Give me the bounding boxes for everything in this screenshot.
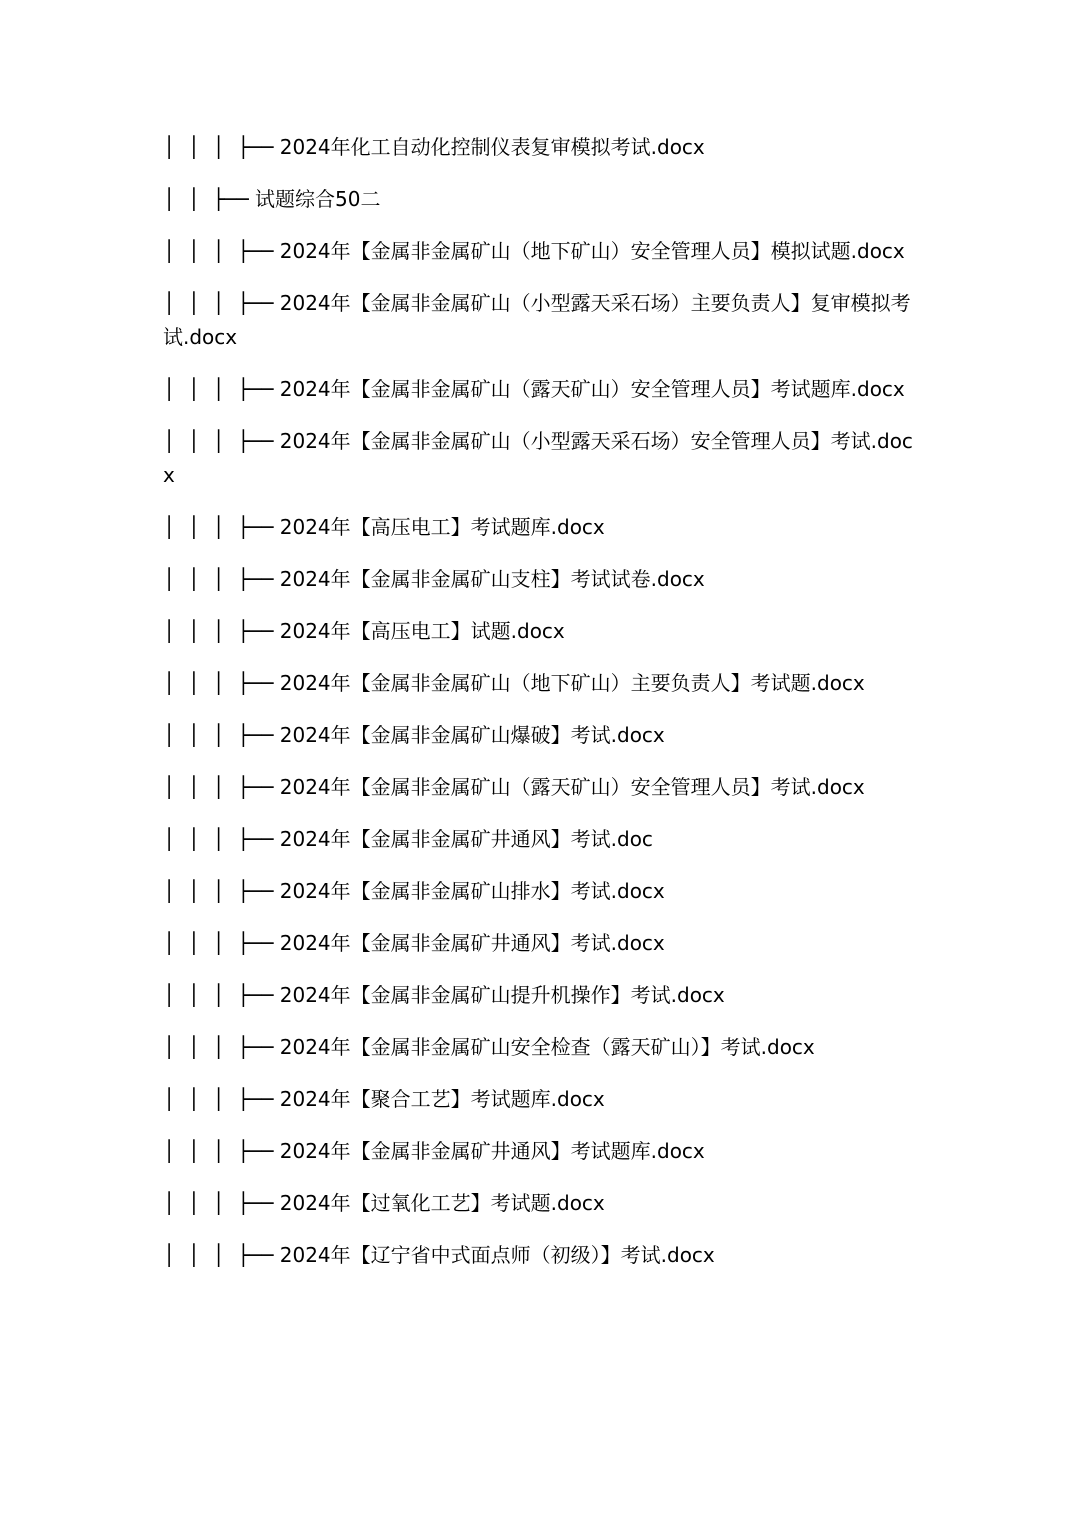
file-name: 2024年【金属非金属矿山（露天矿山）安全管理人员】考试.docx (279, 775, 865, 799)
tree-branch-prefix: │ │ │ ├── (163, 429, 280, 453)
file-name: 2024年【金属非金属矿井通风】考试.docx (279, 931, 665, 955)
tree-line-file (163, 130, 923, 164)
tree-line-file (163, 1030, 923, 1064)
tree-branch-prefix: │ │ │ ├── (163, 723, 280, 747)
tree-branch-prefix: │ │ ├── (163, 187, 255, 211)
file-name: 2024年【金属非金属矿山（小型露天采石场）主要负责人】复审模拟考试.docx (163, 291, 911, 349)
folder-name: 试题综合50二 (255, 187, 381, 211)
file-name: 2024年【金属非金属矿山爆破】考试.docx (279, 723, 665, 747)
tree-line-file (163, 1238, 923, 1272)
file-name: 2024年【金属非金属矿山（地下矿山）安全管理人员】模拟试题.docx (279, 239, 905, 263)
file-name: 2024年【金属非金属矿山（露天矿山）安全管理人员】考试题库.docx (279, 377, 905, 401)
file-name: 2024年【金属非金属矿井通风】考试.doc (279, 827, 653, 851)
file-name: 2024年【高压电工】考试题库.docx (279, 515, 605, 539)
file-name: 2024年化工自动化控制仪表复审模拟考试.docx (279, 135, 705, 159)
tree-line-file (163, 718, 923, 752)
file-name: 2024年【金属非金属矿井通风】考试题库.docx (279, 1139, 705, 1163)
file-name: 2024年【过氧化工艺】考试题.docx (279, 1191, 605, 1215)
file-name: 2024年【金属非金属矿山（地下矿山）主要负责人】考试题.docx (279, 671, 865, 695)
file-name: 2024年【金属非金属矿山安全检查（露天矿山）】考试.docx (279, 1035, 815, 1059)
tree-branch-prefix: │ │ │ ├── (163, 291, 280, 315)
tree-branch-prefix: │ │ │ ├── (163, 931, 280, 955)
file-name: 2024年【辽宁省中式面点师（初级）】考试.docx (279, 1243, 715, 1267)
tree-line-file (163, 1082, 923, 1116)
tree-branch-prefix: │ │ │ ├── (163, 671, 280, 695)
tree-line-file (163, 614, 923, 648)
tree-line-file (163, 562, 923, 596)
tree-line-file (163, 1186, 923, 1220)
tree-branch-prefix: │ │ │ ├── (163, 1087, 280, 1111)
tree-branch-prefix: │ │ │ ├── (163, 879, 280, 903)
tree-branch-prefix: │ │ │ ├── (163, 619, 280, 643)
tree-branch-prefix: │ │ │ ├── (163, 1035, 280, 1059)
file-name: 2024年【高压电工】试题.docx (279, 619, 565, 643)
file-name: 2024年【聚合工艺】考试题库.docx (279, 1087, 605, 1111)
tree-line-folder (163, 182, 923, 216)
tree-branch-prefix: │ │ │ ├── (163, 377, 280, 401)
file-name: 2024年【金属非金属矿山排水】考试.docx (279, 879, 665, 903)
tree-line-file (163, 372, 923, 406)
tree-line-file (163, 874, 923, 908)
tree-branch-prefix: │ │ │ ├── (163, 135, 280, 159)
tree-branch-prefix: │ │ │ ├── (163, 1243, 280, 1267)
tree-line-file (163, 822, 923, 856)
tree-branch-prefix: │ │ │ ├── (163, 775, 280, 799)
tree-line-file (163, 926, 923, 960)
tree-branch-prefix: │ │ │ ├── (163, 239, 280, 263)
tree-line-file (163, 234, 923, 268)
tree-branch-prefix: │ │ │ ├── (163, 983, 280, 1007)
tree-line-file (163, 666, 923, 700)
tree-line-file (163, 510, 923, 544)
tree-branch-prefix: │ │ │ ├── (163, 827, 280, 851)
tree-branch-prefix: │ │ │ ├── (163, 567, 280, 591)
tree-line-file (163, 286, 923, 354)
tree-line-file (163, 770, 923, 804)
file-name: 2024年【金属非金属矿山支柱】考试试卷.docx (279, 567, 705, 591)
directory-tree (163, 130, 923, 1290)
file-name: 2024年【金属非金属矿山提升机操作】考试.docx (279, 983, 725, 1007)
tree-branch-prefix: │ │ │ ├── (163, 1139, 280, 1163)
tree-branch-prefix: │ │ │ ├── (163, 515, 280, 539)
file-name: 2024年【金属非金属矿山（小型露天采石场）安全管理人员】考试.docx (163, 429, 913, 487)
tree-branch-prefix: │ │ │ ├── (163, 1191, 280, 1215)
tree-line-file (163, 424, 923, 492)
tree-line-file (163, 1134, 923, 1168)
tree-line-file (163, 978, 923, 1012)
